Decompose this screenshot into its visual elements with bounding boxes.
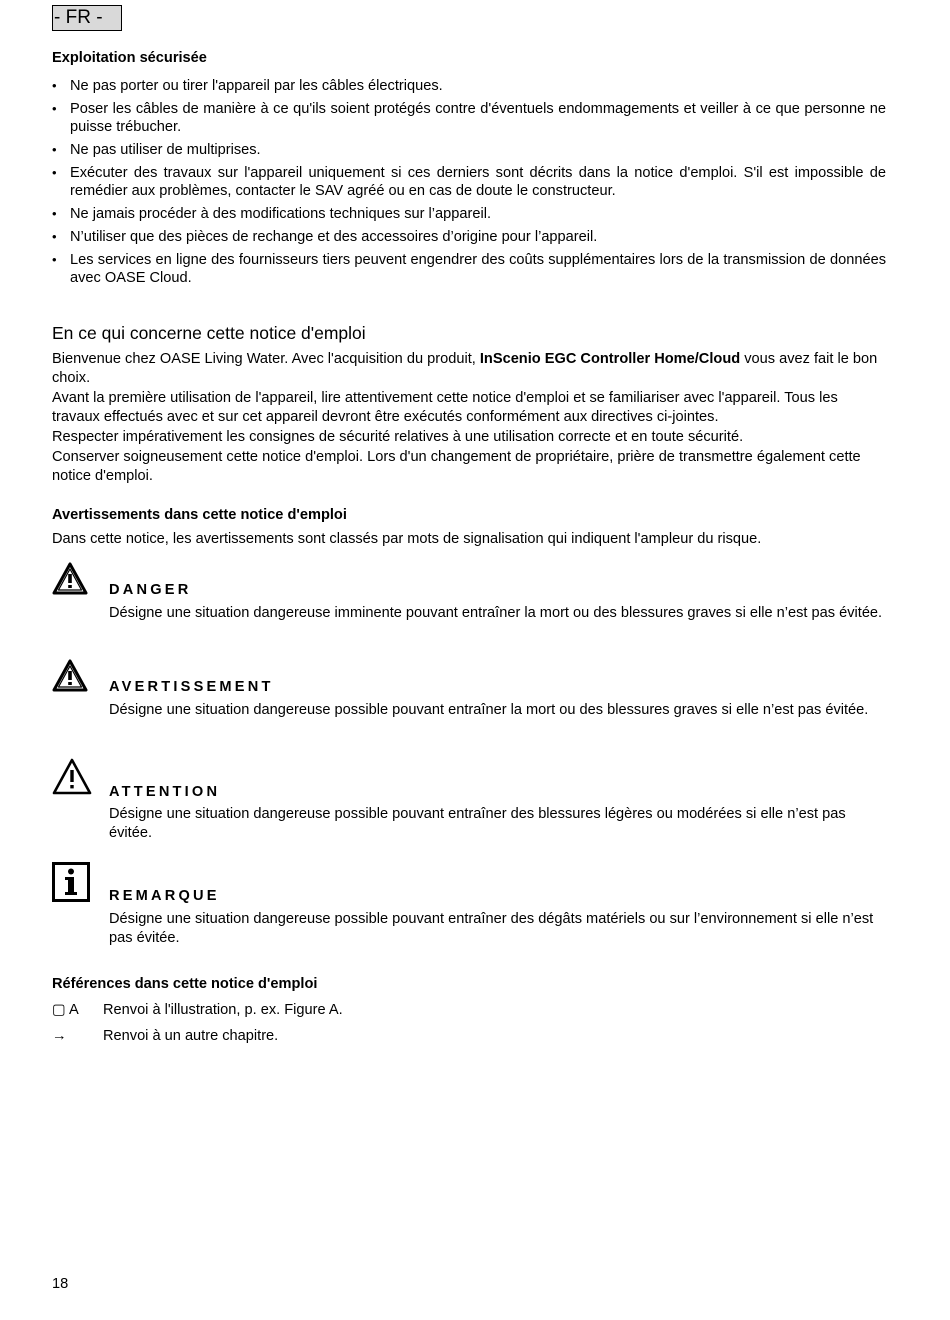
warning-description: Désigne une situation dangereuse possible pouvant entraîner des dégâts matériels ou sur l’environnement si elle n’est pas évitée. xyxy=(109,911,874,946)
figure-reference-symbol: ▢ A xyxy=(52,1002,79,1018)
arrow-right-icon: → xyxy=(52,1028,67,1044)
warning-description: Désigne une situation dangereuse imminente pouvant entraîner la mort ou des blessures graves si elle n’est pas évitée. xyxy=(109,605,883,621)
language-badge: - FR - xyxy=(52,5,122,31)
welcome-paragraph xyxy=(52,350,886,388)
safety-bullet-list xyxy=(52,77,886,292)
welcome-text-end: vous avez fait le bon choix. xyxy=(52,351,878,386)
section-title-safe-operation: Exploitation sécurisée xyxy=(52,50,207,66)
warning-danger xyxy=(52,562,886,642)
caution-triangle-icon xyxy=(52,758,92,796)
product-name: InScenio EGC Controller Home/Cloud xyxy=(479,351,741,367)
section-title-warnings: Avertissements dans cette notice d'emploi xyxy=(52,507,347,523)
list-item: • Poser les câbles de manière à ce qu'ils soient protégés contre d'éventuels endommagements et veiller à ce que personne ne puisse trébucher. xyxy=(52,100,886,136)
keep-manual-paragraph: Conserver soigneusement cette notice d'emploi. Lors d'un changement de propriétaire, prière de transmettre également cette notice d'emploi. xyxy=(52,449,861,484)
page-number: 18 xyxy=(52,1276,69,1292)
warning-label: AVERTISSEMENT xyxy=(109,679,274,695)
safety-paragraph: Respecter impérativement les consignes de sécurité relatives à une utilisation correcte et en toute sécurité. xyxy=(52,429,744,445)
warning-attention xyxy=(52,758,886,844)
warning-description: Désigne une situation dangereuse possible pouvant entraîner des blessures légères ou modérées si elle n’est pas évitée. xyxy=(109,806,846,841)
warning-label: DANGER xyxy=(109,582,192,598)
list-item: • N’utiliser que des pièces de rechange et des accessoires d’origine pour l’appareil. xyxy=(52,228,886,246)
list-item: • Ne pas porter ou tirer l'appareil par les câbles électriques. xyxy=(52,77,886,95)
reference-text: Renvoi à un autre chapitre. xyxy=(103,1028,279,1044)
warning-label: REMARQUE xyxy=(109,888,220,904)
warning-avertissement xyxy=(52,659,886,739)
welcome-text: Bienvenue chez OASE Living Water. Avec l'acquisition du produit, xyxy=(52,351,480,367)
list-item: • Ne jamais procéder à des modifications techniques sur l’appareil. xyxy=(52,205,886,223)
section-title-about-manual: En ce qui concerne cette notice d'emploi xyxy=(52,323,366,343)
warnings-intro: Dans cette notice, les avertissements sont classés par mots de signalisation qui indiquent l'ampleur du risque. xyxy=(52,531,762,547)
warning-triangle-icon xyxy=(52,659,88,693)
warning-description: Désigne une situation dangereuse possible pouvant entraîner la mort ou des blessures graves si elle n’est pas évitée. xyxy=(109,702,869,718)
section-title-references: Références dans cette notice d'emploi xyxy=(52,976,318,992)
list-item: • Exécuter des travaux sur l'appareil uniquement si ces derniers sont décrits dans la notice d'emploi. S'il est impossible de remédier aux problèmes, contacter le SAV agréé ou en cas de doute le constructeur. xyxy=(52,164,886,200)
list-item: • Ne pas utiliser de multiprises. xyxy=(52,141,886,159)
first-use-paragraph: Avant la première utilisation de l'appareil, lire attentivement cette notice d'emploi et se familiariser avec l'appareil. Tous les travaux effectués avec et sur cet appareil devront être exécutés conformément aux directives ci-jointes. xyxy=(52,390,838,425)
info-icon xyxy=(52,862,90,902)
warning-remarque xyxy=(52,862,886,950)
warning-triangle-icon xyxy=(52,562,88,596)
list-item: • Les services en ligne des fournisseurs tiers peuvent engendrer des coûts supplémentaires lors de la transmission de données avec OASE Cloud. xyxy=(52,251,886,287)
reference-text: Renvoi à l'illustration, p. ex. Figure A. xyxy=(103,1002,343,1018)
warning-label: ATTENTION xyxy=(109,784,221,800)
